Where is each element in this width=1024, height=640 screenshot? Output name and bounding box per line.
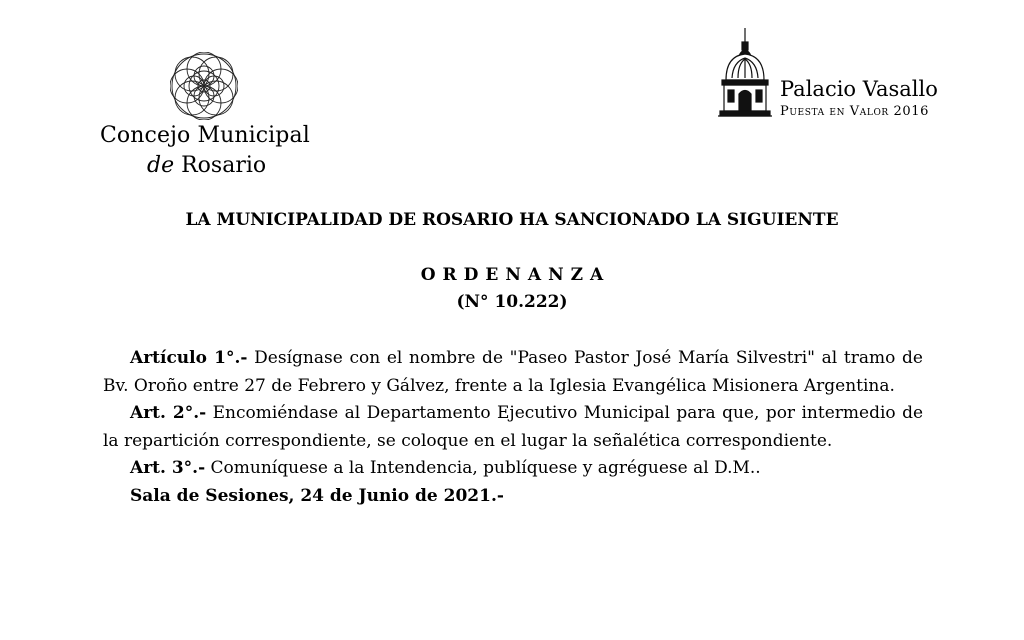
article-label: Art. 2°.-: [130, 403, 207, 423]
ordinance-number: (N° 10.222): [456, 292, 568, 312]
article-label: Artículo 1°.-: [130, 348, 248, 368]
palacio-vasallo-subtitle: Puesta en Valor 2016: [780, 104, 930, 119]
council-city-prefix: de: [147, 153, 175, 178]
council-name: Concejo Municipal: [100, 123, 310, 148]
ordinance-body: [103, 345, 923, 510]
article-3: [103, 455, 923, 483]
council-city: [147, 153, 266, 178]
palacio-vasallo-logo: [716, 28, 946, 123]
ordinance-title: ORDENANZA: [420, 265, 611, 285]
article-text: Desígnase con el nombre de "Paseo Pastor José María Silvestri" al tramo de Bv. Oroño entre 27 de Febrero y Gálvez, frente a la Iglesia Evangélica Misionera Argentina.: [103, 348, 923, 396]
closing-signature: Sala de Sesiones, 24 de Junio de 2021.-: [130, 485, 504, 506]
article-2: [103, 400, 923, 455]
article-text: Comuníquese a la Intendencia, publíquese y agréguese al D.M..: [210, 458, 761, 478]
dome-icon: [718, 28, 772, 118]
document-heading: LA MUNICIPALIDAD DE ROSARIO HA SANCIONADO LA SIGUIENTE: [185, 210, 839, 230]
rosette-icon: [170, 52, 238, 120]
palacio-vasallo-title: Palacio Vasallo: [780, 77, 938, 101]
article-1: [103, 345, 923, 400]
article-label: Art. 3°.-: [130, 458, 206, 478]
council-city-name: Rosario: [181, 153, 267, 178]
article-text: Encomiéndase al Departamento Ejecutivo Municipal para que, por intermedio de la repartición correspondiente, se coloque en el lugar la señalética correspondiente.: [103, 403, 924, 451]
concejo-municipal-logo: [100, 52, 310, 182]
